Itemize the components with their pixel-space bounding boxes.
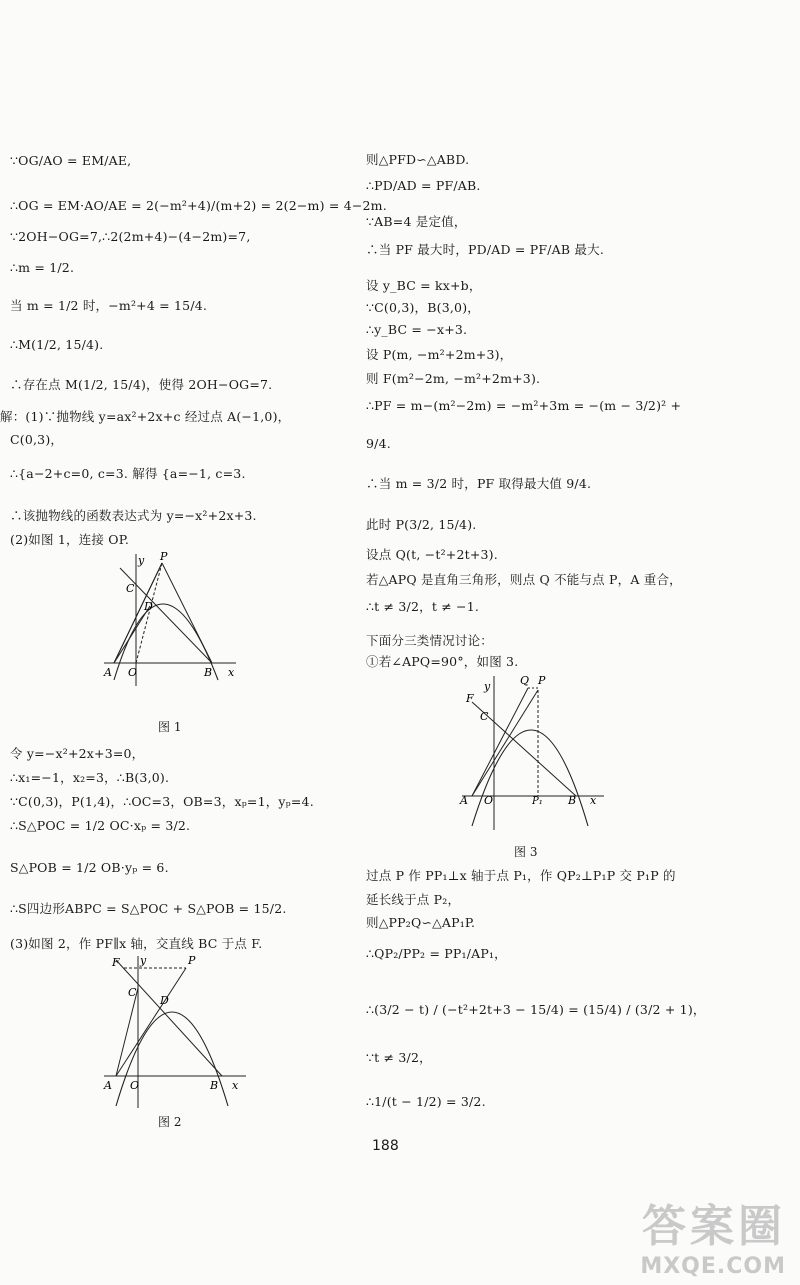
point-label: P₁ (532, 796, 543, 807)
figure-1 (100, 548, 240, 688)
text-line: ∴S△POC = 1/2 OC·xₚ = 3/2. (10, 818, 191, 833)
text-line: ①若∠APQ=90°，如图 3. (366, 654, 519, 669)
point-label: P (160, 550, 168, 563)
point-label: C (128, 986, 137, 999)
segment-aq (472, 688, 528, 796)
point-label: F (466, 692, 474, 705)
axis-label: y (138, 554, 145, 567)
segment-pb (162, 563, 212, 663)
point-label: D (144, 600, 153, 613)
point-label: P (188, 954, 196, 967)
text-line: (3)如图 2，作 PF∥x 轴，交直线 BC 于点 F. (10, 936, 263, 951)
point-label: C (126, 582, 135, 595)
text-line: 若△APQ 是直角三角形，则点 Q 不能与点 P，A 重合， (366, 572, 682, 587)
segment-op (136, 563, 162, 663)
point-label: A (460, 794, 468, 807)
point-label: A (104, 1079, 112, 1092)
axis-label: y (484, 680, 491, 693)
point-label: A (104, 666, 112, 679)
page-number: 188 (372, 1138, 399, 1154)
axis-label: x (232, 1079, 239, 1092)
text-line: 则△PFD∽△ABD. (366, 152, 470, 167)
text-line: ∴x₁=−1，x₂=3，∴B(3,0). (10, 770, 170, 785)
text-line: 则 F(m²−2m, −m²+2m+3). (366, 371, 541, 386)
text-line: ∵C(0,3)，B(3,0)， (366, 300, 480, 315)
point-label: Q (520, 674, 530, 687)
text-line: ∵2OH−OG=7,∴2(2m+4)−(4−2m)=7, (10, 229, 251, 244)
point-label: O (484, 794, 494, 807)
text-line: 延长线于点 P₂， (366, 892, 461, 907)
text-line: ∴该抛物线的函数表达式为 y=−x²+2x+3. (10, 508, 257, 523)
text-line: ∴(3/2 − t) / (−t²+2t+3 − 15/4) = (15/4) / (3/2 + 1)， (366, 1002, 706, 1017)
text-line: ∴当 m = 3/2 时，PF 取得最大值 9/4. (366, 476, 592, 491)
text-line: ∴PF = m−(m²−2m) = −m²+3m = −(m − 3/2)² + (366, 398, 682, 413)
segment-ap (472, 690, 538, 796)
text-line: 9/4. (366, 436, 391, 451)
axis-label: y (140, 954, 147, 967)
segment-ac (116, 988, 138, 1076)
text-line: ∵C(0,3)，P(1,4)，∴OC=3，OB=3，xₚ=1，yₚ=4. (10, 794, 314, 809)
text-line: S△POB = 1/2 OB·yₚ = 6. (10, 860, 169, 875)
text-line: 过点 P 作 PP₁⊥x 轴于点 P₁，作 QP₂⊥P₁P 交 P₁P 的 (366, 868, 676, 883)
point-label: O (130, 1079, 140, 1092)
point-label: B (204, 666, 213, 679)
text-line: 令 y=−x²+2x+3=0， (10, 746, 145, 761)
text-line: ∴存在点 M(1/2, 15/4)，使得 2OH−OG=7. (10, 377, 273, 392)
text-line: 设 y_BC = kx+b， (366, 278, 482, 293)
text-line: ∵t ≠ 3/2， (366, 1050, 432, 1065)
text-line: ∴OG = EM·AO/AE = 2(−m²+4)/(m+2) = 2(2−m) = 4−2m. (10, 198, 387, 213)
point-label: O (128, 666, 138, 679)
point-label: D (160, 994, 169, 1007)
text-line: ∴PD/AD = PF/AB. (366, 178, 481, 193)
text-line: ∴1/(t − 1/2) = 3/2. (366, 1094, 486, 1109)
point-label: P (538, 674, 546, 687)
text-line: ∴S四边形ABPC = S△POC + S△POB = 15/2. (10, 901, 287, 916)
segment-ap (116, 968, 186, 1076)
parabola (472, 730, 588, 826)
text-line: ∴t ≠ 3/2，t ≠ −1. (366, 599, 480, 614)
watermark-url: MXQE.COM (640, 1254, 786, 1279)
text-line: C(0,3)， (10, 432, 64, 447)
figure-2 (100, 952, 250, 1112)
figure-3-caption: 图 3 (514, 845, 538, 859)
text-line: 此时 P(3/2, 15/4). (366, 517, 477, 532)
text-line: ∴{a−2+c=0, c=3. 解得 {a=−1, c=3. (10, 466, 246, 481)
segment-ad (114, 606, 150, 663)
watermark-logo: 答案圈 (642, 1201, 786, 1252)
figure-3 (458, 672, 608, 832)
text-line: ∴M(1/2, 15/4). (10, 337, 104, 352)
point-label: B (210, 1079, 219, 1092)
segment-ac (114, 563, 162, 663)
text-line: 设 P(m, −m²+2m+3)， (366, 347, 513, 362)
figure-1-caption: 图 1 (158, 720, 182, 734)
axis-label: x (228, 666, 235, 679)
watermark (640, 1190, 786, 1279)
text-line: ∴QP₂/PP₂ = PP₁/AP₁， (366, 946, 507, 961)
text-line: 设点 Q(t, −t²+2t+3). (366, 547, 498, 562)
text-line: ∵AB=4 是定值， (366, 214, 467, 229)
text-line: ∴当 PF 最大时，PD/AD = PF/AB 最大. (366, 242, 604, 257)
text-line: 下面分三类情况讨论： (366, 633, 494, 648)
text-line: 则△PP₂Q∽△AP₁P. (366, 915, 476, 930)
point-label: B (568, 794, 577, 807)
point-label: F (112, 956, 120, 969)
text-line: ∴y_BC = −x+3. (366, 322, 468, 337)
line-bc (116, 960, 222, 1076)
text-line: 当 m = 1/2 时，−m²+4 = 15/4. (10, 298, 208, 313)
point-label: C (480, 710, 489, 723)
text-line: ∴m = 1/2. (10, 260, 75, 275)
text-line: 解：(1)∵抛物线 y=ax²+2x+c 经过点 A(−1,0)， (0, 409, 291, 424)
axis-label: x (590, 794, 597, 807)
figure-2-caption: 图 2 (158, 1115, 182, 1129)
text-line: ∵OG/AO = EM/AE, (10, 153, 132, 168)
text-line: (2)如图 1，连接 OP. (10, 532, 130, 547)
